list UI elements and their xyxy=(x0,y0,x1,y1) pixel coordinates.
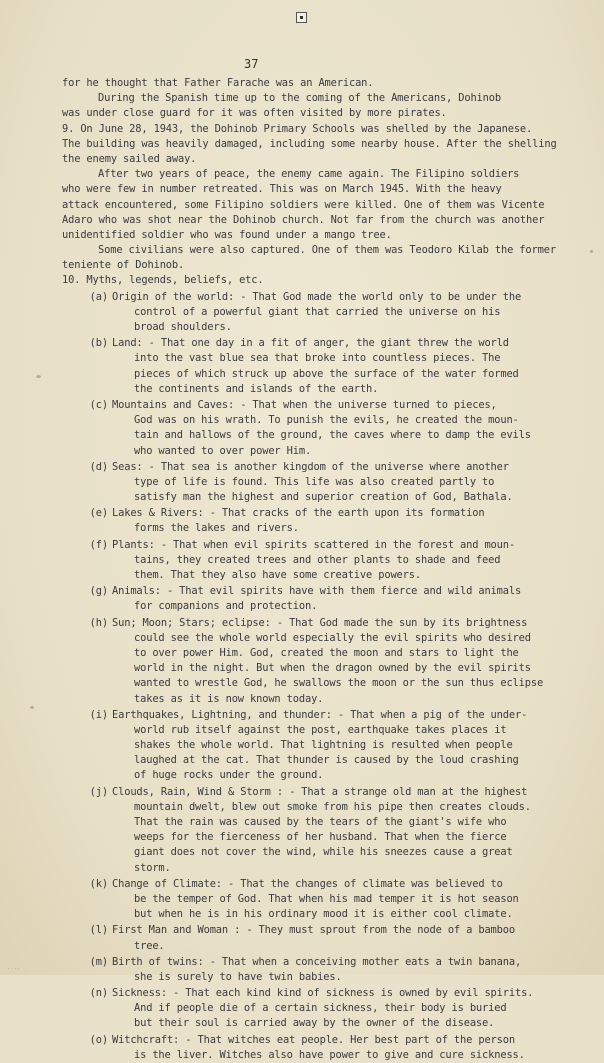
page-number: 37 xyxy=(244,57,259,71)
list-item-text: but their soul is carried away by the owner of the disease. xyxy=(134,1017,495,1030)
list-item-label: (l) xyxy=(89,924,108,937)
list-item-label: (n) xyxy=(89,987,108,1000)
list-item-label: (h) xyxy=(89,616,108,629)
list-item-text: be the temper of God. That when his mad temper it is hot season xyxy=(134,892,519,905)
list-item-label: (e) xyxy=(89,507,108,520)
text-line: 9. On June 28, 1943, the Dohinob Primary Schools was shelled by the Japanese. xyxy=(62,122,533,135)
list-item xyxy=(62,290,562,336)
list-item-text: Change of Climate: - That the changes of climate was believed to xyxy=(112,877,503,890)
text-line: During the Spanish time up to the coming of the Americans, Dohinob xyxy=(98,92,501,105)
list-item-text: tree. xyxy=(134,939,165,952)
binder-hole-icon xyxy=(296,12,307,23)
list-item-text: but when he is in his ordinary mood it is either cool climate. xyxy=(134,908,513,921)
list-item-text: Animals: - That evil spirits have with them fierce and wild animals xyxy=(112,585,522,598)
list-item xyxy=(62,616,562,707)
list-item xyxy=(62,584,562,614)
list-item-text: shakes the whole world. That lightning is resulted when people xyxy=(134,739,513,752)
text-line: The building was heavily damaged, including some nearby house. After the shelling xyxy=(62,137,557,150)
list-item xyxy=(62,538,562,584)
list-item-text: for companions and protection. xyxy=(134,600,318,613)
list-item xyxy=(62,923,562,953)
list-item-text: Sun; Moon; Stars; eclipse: - That God made the sun by its brightness xyxy=(112,616,528,629)
text-line: teniente of Dohinob. xyxy=(62,259,185,272)
list-item xyxy=(62,398,562,459)
list-item-label: (g) xyxy=(89,585,108,598)
list-item-text: into the vast blue sea that broke into countless pieces. The xyxy=(134,352,501,365)
list-item-text: Birth of twins: - That when a conceiving mother eats a twin banana, xyxy=(112,955,522,968)
list-item-text: world in the night. But when the dragon owned by the evil spirits xyxy=(134,662,531,675)
list-item-text: them. That they also have some creative powers. xyxy=(134,569,421,581)
list-item-text: Plants: - That when evil spirits scattered in the forest and moun- xyxy=(112,538,515,551)
list-item-label: (j) xyxy=(89,785,108,798)
list-item-text: the continents and islands of the earth. xyxy=(134,382,379,395)
paper-speck xyxy=(590,250,593,253)
list-item xyxy=(62,877,562,923)
list-item-text: satisfy man the highest and superior creation of God, Bathala. xyxy=(134,491,513,504)
text-line: Some civilians were also captured. One of them was Teodoro Kilab the former xyxy=(98,244,556,257)
list-item-label: (b) xyxy=(89,337,108,350)
archive-footer: · · · · xyxy=(8,966,20,972)
list-item xyxy=(62,1033,562,1063)
list-item xyxy=(62,336,562,397)
list-item xyxy=(62,506,562,536)
list-item-text: Clouds, Rain, Wind & Storm : - That a strange old man at the highest xyxy=(112,785,528,798)
list-item-text: could see the whole world especially the evil spirits who desired xyxy=(134,631,531,644)
list-item-text: laughed at the cat. That thunder is caused by the loud crashing xyxy=(134,754,519,767)
list-item-text: God was on his wrath. To punish the evils, he created the moun- xyxy=(134,414,519,427)
list-item-label: (k) xyxy=(89,877,108,890)
list-item-text: Origin of the world: - That God made the world only to be under the xyxy=(112,290,522,303)
list-item-text: pieces of which struck up above the surface of the water formed xyxy=(134,367,519,380)
list-item-text: forms the lakes and rivers. xyxy=(134,522,299,535)
text-line: was under close guard for it was often visited by more pirates. xyxy=(62,107,447,120)
list-item-text: That the rain was caused by the tears of the giant's wife who xyxy=(134,816,507,828)
list-item-label: (c) xyxy=(89,398,108,411)
list-item-label: (i) xyxy=(89,708,108,721)
list-item-text: Witchcraft: - That witches eat people. Her best part of the person xyxy=(112,1033,515,1046)
list-item-label: (a) xyxy=(89,290,108,303)
list-item-text: Sickness: - That each kind kind of sickness is owned by evil spirits. xyxy=(112,987,534,1000)
text-line: the enemy sailed away. xyxy=(62,152,197,165)
document-body xyxy=(62,76,562,1063)
list-item-text: wanted to wrestle God, he swallows the moon or the sun thus eclipse xyxy=(134,677,544,690)
myths-list xyxy=(62,290,562,1063)
text-line: attack encountered, some Filipino soldiers were killed. One of them was Vicente xyxy=(62,198,545,211)
list-item-text: is the liver. Witches also have power to give and cure sickness. xyxy=(134,1048,525,1061)
list-item-label: (d) xyxy=(89,460,108,473)
list-item xyxy=(62,955,562,985)
list-item-text: And if people die of a certain sickness, their body is buried xyxy=(134,1002,507,1015)
list-item-text: of huge rocks under the ground. xyxy=(134,769,324,782)
list-item xyxy=(62,460,562,506)
list-item xyxy=(62,986,562,1032)
text-line: After two years of peace, the enemy came again. The Filipino soldiers xyxy=(98,168,520,181)
list-item-label: (o) xyxy=(89,1033,108,1046)
text-line: for he thought that Father Farache was an American. xyxy=(62,77,374,89)
list-item-text: Earthquakes, Lightning, and thunder: - That when a pig of the under- xyxy=(112,708,528,721)
list-item-text: broad shoulders. xyxy=(134,321,232,333)
list-item-text: tain and hallows of the ground, the caves where to damp the evils xyxy=(134,429,531,442)
list-item xyxy=(62,785,562,876)
list-item-text: Land: - That one day in a fit of anger, the giant threw the world xyxy=(112,337,509,350)
list-item-text: weeps for the fierceness of her husband. That when the fierce xyxy=(134,831,507,844)
text-line: unidentified soldier who was found under a mango tree. xyxy=(62,228,392,241)
paper-speck xyxy=(36,375,41,378)
list-item-text: mountain dwelt, blew out smoke from his pipe then creates clouds. xyxy=(134,800,531,813)
list-item xyxy=(62,708,562,784)
list-item-text: who wanted to over power Him. xyxy=(134,444,312,457)
list-item-text: Mountains and Caves: - That when the universe turned to pieces, xyxy=(112,398,497,411)
list-item-text: type of life is found. This life was also created partly to xyxy=(134,475,495,488)
paper-speck xyxy=(30,706,34,709)
list-item-label: (f) xyxy=(89,538,108,551)
list-item-text: tains, they created trees and other plants to shade and feed xyxy=(134,553,501,566)
list-item-label: (m) xyxy=(89,955,108,968)
text-line: who were few in number retreated. This was on March 1945. With the heavy xyxy=(62,183,502,196)
list-item-text: she is surely to have twin babies. xyxy=(134,970,342,983)
section-heading: 10. Myths, legends, beliefs, etc. xyxy=(62,274,264,287)
list-item-text: world rub itself against the post, earthquake takes places it xyxy=(134,723,507,736)
text-line: Adaro who was shot near the Dohinob church. Not far from the church was another xyxy=(62,213,545,226)
list-item-text: to over power Him. God, created the moon and stars to light the xyxy=(134,646,519,659)
list-item-text: giant does not cover the wind, while his sneezes cause a great xyxy=(134,846,513,859)
list-item-text: takes as it is now known today. xyxy=(134,692,324,705)
list-item-text: First Man and Woman : - They must sprout from the node of a bamboo xyxy=(112,924,515,937)
list-item-text: storm. xyxy=(134,861,171,874)
list-item-text: control of a powerful giant that carried the universe on his xyxy=(134,305,501,318)
list-item-text: Seas: - That sea is another kingdom of the universe where another xyxy=(112,460,509,473)
list-item-text: Lakes & Rivers: - That cracks of the earth upon its formation xyxy=(112,507,485,520)
